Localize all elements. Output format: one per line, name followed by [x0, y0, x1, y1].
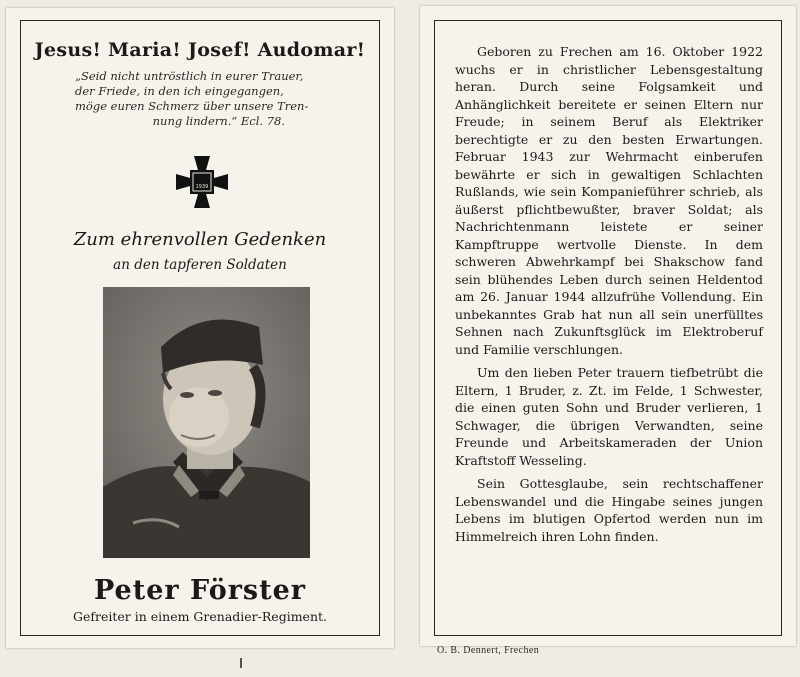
invocation-heading: Jesus! Maria! Josef! Audomar!	[34, 39, 366, 61]
soldier-rank: Gefreiter in einem Grenadier-Regiment.	[72, 609, 327, 624]
biography-text	[455, 43, 763, 551]
left-card-border	[20, 20, 380, 636]
memorial-subtitle: an den tapferen Soldaten	[113, 257, 287, 273]
printer-credit: O. B. Dennert, Frechen	[437, 645, 540, 656]
cross-year: 1939	[195, 184, 209, 190]
soldier-name: Peter Förster	[93, 575, 307, 606]
left-memorial-card	[6, 8, 394, 648]
scan-mark	[240, 658, 242, 668]
scripture-quote	[75, 69, 335, 129]
right-card-border	[434, 20, 782, 636]
bio-paragraph: Um den lieben Peter trauern tiefbetrübt die Eltern, 1 Bruder, z. Zt. im Felde, 1 Schwester, die einen guten Sohn und Bruder verlieren, 1 Schwager, die übrigen Verwandten, seine Freunde und Arbeitskameraden der Union Kraftstoff Wesseling.	[455, 365, 763, 468]
quote-line: nung lindern.“ Ecl. 78.	[152, 114, 285, 128]
right-memorial-card	[420, 6, 796, 646]
quote-line: der Friede, in den ich eingegangen,	[75, 84, 284, 98]
bio-paragraph: Geboren zu Frechen am 16. Oktober 1922 wuchs er in christlicher Lebensgestaltung heran. Durch seine Folgsamkeit und Anhänglichkeit bereitete er seinen Eltern nur Freude; in seinem Beruf als Elektriker berechtigte er zu den besten Erwartungen. Februar 1943 zur Wehrmacht einberufen bewährte er sich in gewaltigen Schlachten Rußlands, wie sein Kompanieführer schrieb, als äußerst pflichtbewußter, braver Soldat; als Nachrichtenmann leistete er seiner Kampftruppe wertvolle Dienste. In dem schweren Abwehrkampf bei Shakschow fand sein blühendes Leben durch seinen Heldentod am 26. Januar 1944 allzufrühe Vollendung. Ein unbekanntes Grab hat nun all sein unerfülltes Sehnen nach Zukunftsglück im Elektroberuf und Familie verschlungen.	[455, 44, 763, 357]
quote-line: „Seid nicht untröstlich in eurer Trauer,	[75, 69, 304, 83]
bio-paragraph: Sein Gottesglaube, sein rechtschaffener Lebenswandel und die Hingabe seines jungen Lebens im blutigen Opfertod werden nun im Himmelreich ihren Lohn finden.	[455, 476, 763, 544]
soldier-portrait	[103, 287, 310, 558]
iron-cross-icon	[174, 154, 230, 210]
quote-line: möge euren Schmerz über unsere Tren-	[75, 99, 309, 113]
memorial-title: Zum ehrenvollen Gedenken	[73, 229, 327, 250]
